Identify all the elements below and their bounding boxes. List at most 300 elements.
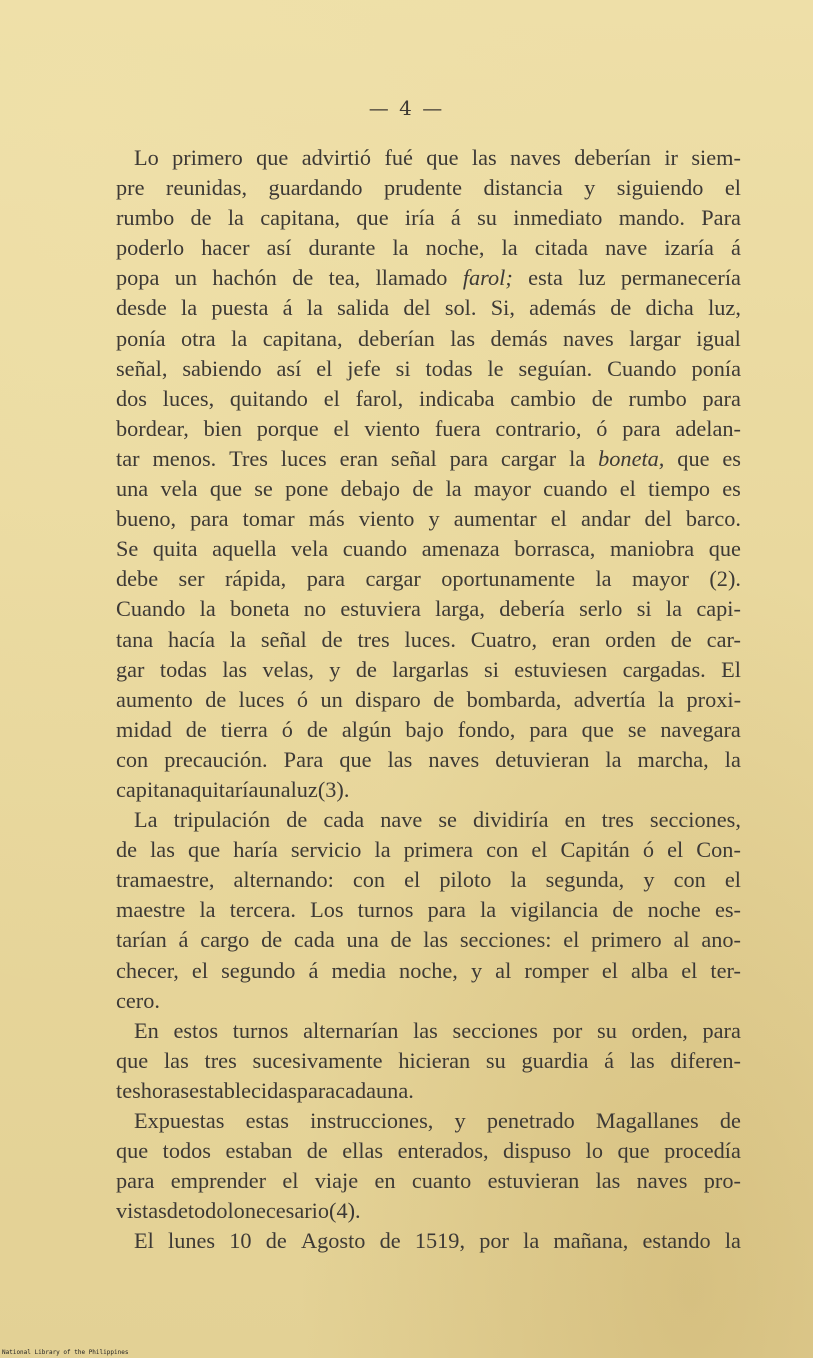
word: midad bbox=[116, 716, 172, 742]
word: izaría bbox=[664, 235, 714, 261]
word: naves bbox=[562, 325, 614, 351]
word: viento bbox=[364, 415, 421, 441]
word: guardando bbox=[268, 175, 363, 201]
word: primera bbox=[403, 837, 473, 863]
text-line bbox=[116, 203, 741, 233]
word: luz bbox=[578, 265, 606, 291]
word: de bbox=[306, 1138, 328, 1164]
word: de bbox=[355, 656, 377, 682]
word: ter- bbox=[710, 957, 741, 983]
word: alternando: bbox=[233, 867, 334, 893]
word: la bbox=[445, 476, 462, 502]
word: es- bbox=[714, 897, 741, 923]
word: salida bbox=[337, 295, 390, 321]
text-line bbox=[116, 895, 741, 925]
word: el bbox=[724, 867, 741, 893]
word: jefe bbox=[347, 355, 381, 381]
word: hacía bbox=[168, 626, 216, 652]
word: llamado bbox=[375, 265, 448, 291]
word: orden, bbox=[631, 1017, 688, 1043]
word: larga, bbox=[435, 596, 485, 622]
word: Los bbox=[310, 897, 344, 923]
word: cargar bbox=[500, 445, 557, 471]
word: las bbox=[423, 927, 449, 953]
word: el bbox=[323, 385, 340, 411]
word: cargadas. bbox=[622, 656, 706, 682]
word: alternarían bbox=[303, 1017, 399, 1043]
word: mayor bbox=[631, 566, 689, 592]
word: en bbox=[374, 1168, 396, 1194]
body-text bbox=[116, 143, 741, 1256]
word: una bbox=[116, 476, 149, 502]
word: luces bbox=[238, 686, 285, 712]
word: necesario bbox=[244, 1198, 330, 1224]
word: ponía bbox=[116, 325, 166, 351]
word: pro- bbox=[703, 1168, 741, 1194]
word: la bbox=[569, 445, 586, 471]
word: luz bbox=[290, 776, 318, 802]
word: de bbox=[719, 1108, 741, 1133]
text-line bbox=[116, 1196, 741, 1226]
word: su bbox=[477, 205, 497, 231]
word: á bbox=[178, 927, 189, 953]
word: el bbox=[531, 837, 548, 863]
text-line bbox=[116, 504, 741, 534]
word: de bbox=[610, 295, 632, 321]
word: así bbox=[266, 235, 292, 261]
word: la bbox=[199, 897, 216, 923]
word: de bbox=[185, 716, 207, 742]
text-line bbox=[116, 293, 741, 323]
word: cambio bbox=[510, 385, 576, 411]
word: que bbox=[116, 1138, 149, 1164]
word: si bbox=[484, 656, 499, 682]
word: car- bbox=[706, 626, 741, 652]
word: que bbox=[581, 716, 614, 742]
word: advirtió bbox=[301, 145, 372, 170]
word: cuando bbox=[342, 536, 408, 562]
word: la bbox=[501, 235, 518, 261]
word: demás bbox=[490, 325, 548, 351]
word: enterados, bbox=[397, 1138, 489, 1164]
word: una bbox=[258, 776, 291, 802]
word: penetrado bbox=[486, 1108, 575, 1133]
word: El bbox=[134, 1228, 154, 1254]
word: aumentar bbox=[453, 506, 537, 532]
word: primero bbox=[172, 145, 243, 170]
word: igual bbox=[696, 325, 741, 351]
word: tiempo bbox=[648, 476, 711, 502]
word: En bbox=[134, 1017, 159, 1043]
word: de bbox=[286, 807, 308, 833]
word: naves bbox=[636, 1168, 688, 1194]
word: su bbox=[597, 1017, 617, 1043]
word: sabiendo bbox=[182, 355, 262, 381]
word: andar bbox=[580, 506, 631, 532]
text-line bbox=[116, 835, 741, 865]
word: la bbox=[392, 235, 409, 261]
word: la bbox=[231, 325, 248, 351]
word: se bbox=[254, 476, 273, 502]
word: las bbox=[387, 746, 413, 772]
word: las bbox=[150, 837, 175, 863]
word: tierra bbox=[220, 716, 268, 742]
word: marcha, bbox=[637, 746, 709, 772]
word: que bbox=[356, 205, 389, 231]
word: mayor bbox=[473, 476, 531, 502]
word: iría bbox=[404, 205, 435, 231]
word: capitana, bbox=[260, 205, 341, 231]
word: farol; bbox=[462, 265, 513, 291]
word: tarían bbox=[116, 927, 167, 953]
word: capi- bbox=[696, 596, 741, 622]
word: de bbox=[670, 626, 692, 652]
word: El bbox=[721, 656, 741, 682]
word: con bbox=[673, 867, 706, 893]
word: que bbox=[116, 1047, 149, 1073]
word: dividiría bbox=[472, 807, 549, 833]
word: hacer bbox=[201, 235, 250, 261]
word: ser bbox=[178, 566, 205, 592]
word: precaución. bbox=[164, 746, 268, 772]
word: la bbox=[665, 596, 683, 622]
word: fondo, bbox=[457, 716, 516, 742]
word: por bbox=[479, 1228, 509, 1254]
word: tres bbox=[601, 807, 634, 833]
word: borrasca, bbox=[514, 536, 596, 562]
word: boneta, bbox=[598, 445, 665, 471]
word: serlo bbox=[579, 596, 623, 622]
word: tar bbox=[116, 445, 140, 471]
word: sucesivamente bbox=[252, 1047, 383, 1073]
word: que bbox=[426, 145, 459, 170]
word: el bbox=[191, 957, 209, 983]
word: Para bbox=[701, 205, 741, 231]
word: luces. bbox=[404, 626, 456, 652]
word: bajo bbox=[405, 716, 444, 742]
word: deberían bbox=[358, 325, 435, 351]
word: poderlo bbox=[116, 235, 185, 261]
word: y bbox=[329, 656, 341, 682]
word: por bbox=[552, 1017, 583, 1043]
word: permanecería bbox=[620, 265, 741, 291]
word: que bbox=[209, 476, 243, 502]
word: turnos bbox=[232, 1017, 289, 1043]
word: el bbox=[282, 1168, 299, 1194]
word: disparo bbox=[355, 686, 421, 712]
word: ó bbox=[642, 837, 655, 863]
word: distancia bbox=[483, 175, 563, 201]
word: Agosto bbox=[301, 1228, 366, 1254]
word: tea, bbox=[328, 265, 361, 291]
word: así bbox=[276, 355, 302, 381]
word: (2). bbox=[709, 566, 741, 592]
text-line bbox=[116, 324, 741, 354]
word: ano- bbox=[701, 927, 741, 953]
word: bombarda, bbox=[466, 686, 562, 712]
word: Tres bbox=[229, 445, 268, 471]
word: todas bbox=[425, 355, 473, 381]
word: orden bbox=[605, 626, 656, 652]
word: La bbox=[134, 807, 158, 833]
word: para bbox=[116, 1168, 155, 1194]
word: dos bbox=[116, 385, 147, 411]
word: el bbox=[550, 506, 567, 532]
word: un bbox=[320, 686, 343, 712]
word: Cuando bbox=[607, 355, 677, 381]
word: velas, bbox=[262, 656, 314, 682]
word: todo bbox=[187, 1198, 228, 1224]
text-line bbox=[116, 173, 741, 203]
word: las bbox=[471, 145, 497, 170]
word: horas bbox=[140, 1077, 190, 1103]
word: deberían bbox=[574, 145, 651, 170]
text-line bbox=[116, 1166, 741, 1196]
word: farol, bbox=[355, 385, 404, 411]
word: hicieran bbox=[398, 1047, 471, 1073]
word: tercera. bbox=[229, 897, 296, 923]
word: amenaza bbox=[421, 536, 500, 562]
text-line bbox=[116, 1136, 741, 1166]
word: estando bbox=[642, 1228, 711, 1254]
word: Expuestas bbox=[134, 1108, 225, 1133]
word: secciones: bbox=[459, 927, 552, 953]
word: del bbox=[644, 506, 672, 532]
word: seguían. bbox=[518, 355, 593, 381]
word: siguiendo bbox=[616, 175, 704, 201]
word: cada bbox=[335, 1077, 377, 1103]
word: Si, bbox=[490, 295, 515, 321]
word: vela bbox=[291, 536, 329, 562]
word: para bbox=[296, 1077, 336, 1103]
word: tres bbox=[357, 626, 390, 652]
text-line bbox=[116, 1226, 741, 1256]
text-line bbox=[116, 865, 741, 895]
word: puesta bbox=[211, 295, 269, 321]
word: capitana, bbox=[262, 325, 343, 351]
word: navegara bbox=[660, 716, 741, 742]
word: aumento bbox=[116, 686, 193, 712]
text-line bbox=[116, 474, 741, 504]
word: para bbox=[529, 716, 568, 742]
word: nave bbox=[605, 235, 648, 261]
word: de bbox=[379, 1228, 401, 1254]
word: las bbox=[163, 1047, 189, 1073]
word: tomar bbox=[242, 506, 295, 532]
word: á bbox=[282, 295, 293, 321]
word: el bbox=[724, 175, 741, 201]
word: noche, bbox=[425, 235, 485, 261]
word: cuanto bbox=[411, 1168, 472, 1194]
text-line bbox=[116, 564, 741, 594]
word: durante bbox=[308, 235, 376, 261]
word: es bbox=[722, 445, 741, 471]
word: para bbox=[427, 897, 466, 923]
text-line bbox=[116, 1076, 741, 1106]
word: lo bbox=[585, 1138, 603, 1164]
word: cargo bbox=[200, 927, 250, 953]
word: prudente bbox=[384, 175, 463, 201]
word: la bbox=[374, 837, 391, 863]
word: cada bbox=[293, 927, 335, 953]
text-line bbox=[116, 625, 741, 655]
word: de bbox=[265, 1228, 287, 1254]
word: de bbox=[591, 385, 613, 411]
word: para bbox=[622, 415, 661, 441]
word: no bbox=[303, 596, 327, 622]
text-line bbox=[116, 1016, 741, 1046]
word: capitana bbox=[116, 776, 191, 802]
word: vigilancia bbox=[510, 897, 599, 923]
word: para bbox=[190, 506, 229, 532]
word: bien bbox=[203, 415, 242, 441]
word: pone bbox=[285, 476, 329, 502]
word: secciones, bbox=[649, 807, 741, 833]
word: la bbox=[605, 746, 622, 772]
word: que bbox=[256, 145, 289, 170]
word: de bbox=[306, 716, 328, 742]
word: y bbox=[454, 1108, 466, 1133]
word: la bbox=[181, 295, 198, 321]
word: si bbox=[636, 596, 652, 622]
word: el bbox=[404, 867, 421, 893]
word: esta bbox=[528, 265, 563, 291]
word: del bbox=[403, 295, 431, 321]
word: fué bbox=[384, 145, 413, 170]
word: servicio bbox=[290, 837, 362, 863]
word: bordear, bbox=[116, 415, 189, 441]
word: algún bbox=[341, 716, 392, 742]
word: Capitán bbox=[560, 837, 630, 863]
word: establecidas bbox=[189, 1077, 297, 1103]
word: y bbox=[470, 957, 483, 983]
word: luz, bbox=[708, 295, 741, 321]
word: rumbo bbox=[628, 385, 687, 411]
word: de bbox=[261, 927, 283, 953]
word: piloto bbox=[439, 867, 492, 893]
word: de bbox=[205, 686, 227, 712]
word: su bbox=[485, 1047, 506, 1073]
word: otra bbox=[181, 325, 216, 351]
word: á bbox=[730, 235, 741, 261]
word: y bbox=[643, 867, 655, 893]
text-line bbox=[116, 143, 741, 173]
text-line bbox=[116, 745, 741, 775]
word: luces bbox=[280, 445, 327, 471]
word: adelan- bbox=[675, 415, 741, 441]
word: porque bbox=[256, 415, 319, 441]
word: de bbox=[612, 897, 634, 923]
word: contrario, bbox=[495, 415, 582, 441]
word: tramaestre, bbox=[116, 867, 215, 893]
word: pre bbox=[116, 175, 145, 201]
word: con bbox=[486, 837, 519, 863]
word: Para bbox=[283, 746, 324, 772]
word: de bbox=[292, 265, 314, 291]
word: la bbox=[480, 897, 497, 923]
word: la bbox=[510, 867, 527, 893]
text-line bbox=[116, 925, 741, 955]
word: emprender bbox=[170, 1168, 267, 1194]
word: naves bbox=[428, 746, 480, 772]
text-line bbox=[116, 263, 741, 293]
word: y bbox=[584, 175, 596, 201]
word: que bbox=[708, 536, 741, 562]
word: cargar bbox=[365, 566, 421, 592]
word: una bbox=[346, 927, 379, 953]
word: reunidas, bbox=[165, 175, 248, 201]
text-line bbox=[116, 354, 741, 384]
word: boneta bbox=[230, 596, 290, 622]
word: quitando bbox=[229, 385, 308, 411]
word: Se bbox=[116, 536, 139, 562]
word: ó bbox=[296, 686, 309, 712]
word: á bbox=[450, 205, 461, 231]
word: rápida, bbox=[224, 566, 287, 592]
word: largar bbox=[629, 325, 681, 351]
word: lo bbox=[227, 1198, 245, 1224]
word: indicaba bbox=[419, 385, 495, 411]
word: Cuando bbox=[116, 596, 186, 622]
word: Magallanes bbox=[595, 1108, 699, 1133]
text-line bbox=[116, 1046, 741, 1076]
word: el bbox=[316, 355, 333, 381]
word: 1519, bbox=[414, 1228, 466, 1254]
word: un bbox=[174, 265, 198, 291]
word: Cuatro, bbox=[470, 626, 538, 652]
word: tripulación bbox=[173, 807, 271, 833]
text-line bbox=[116, 715, 741, 745]
word: de bbox=[190, 205, 212, 231]
word: á bbox=[604, 1047, 615, 1073]
word: segundo bbox=[221, 957, 296, 983]
word: el bbox=[601, 957, 618, 983]
word: si bbox=[395, 355, 411, 381]
word: ir bbox=[664, 145, 678, 170]
word: para bbox=[306, 566, 346, 592]
word: Lo bbox=[134, 145, 159, 170]
word: le bbox=[487, 355, 504, 381]
word: á bbox=[308, 957, 319, 983]
word: tes bbox=[116, 1077, 141, 1103]
word: quita bbox=[152, 536, 198, 562]
word: fuera bbox=[434, 415, 481, 441]
word: la bbox=[724, 1228, 741, 1254]
word: desde bbox=[116, 295, 167, 321]
word: las bbox=[629, 1047, 655, 1073]
word: que bbox=[187, 837, 221, 863]
word: (3). bbox=[317, 776, 350, 802]
word: rumbo bbox=[116, 205, 175, 231]
word: largarlas bbox=[392, 656, 469, 682]
word: oportunamente bbox=[441, 566, 575, 592]
word: con bbox=[352, 867, 386, 893]
word: diferen- bbox=[670, 1047, 741, 1073]
word: de bbox=[166, 1198, 188, 1224]
word: vistas bbox=[116, 1198, 167, 1224]
text-line bbox=[116, 1106, 741, 1136]
word: debajo bbox=[340, 476, 401, 502]
word: todas bbox=[159, 656, 207, 682]
word: las bbox=[222, 656, 248, 682]
word: romper bbox=[524, 957, 589, 983]
word: al bbox=[673, 927, 690, 953]
word: la bbox=[523, 1228, 540, 1254]
word: se bbox=[627, 716, 647, 742]
word: al bbox=[495, 957, 512, 983]
word: 10 bbox=[229, 1228, 252, 1254]
word: señal, bbox=[116, 355, 168, 381]
